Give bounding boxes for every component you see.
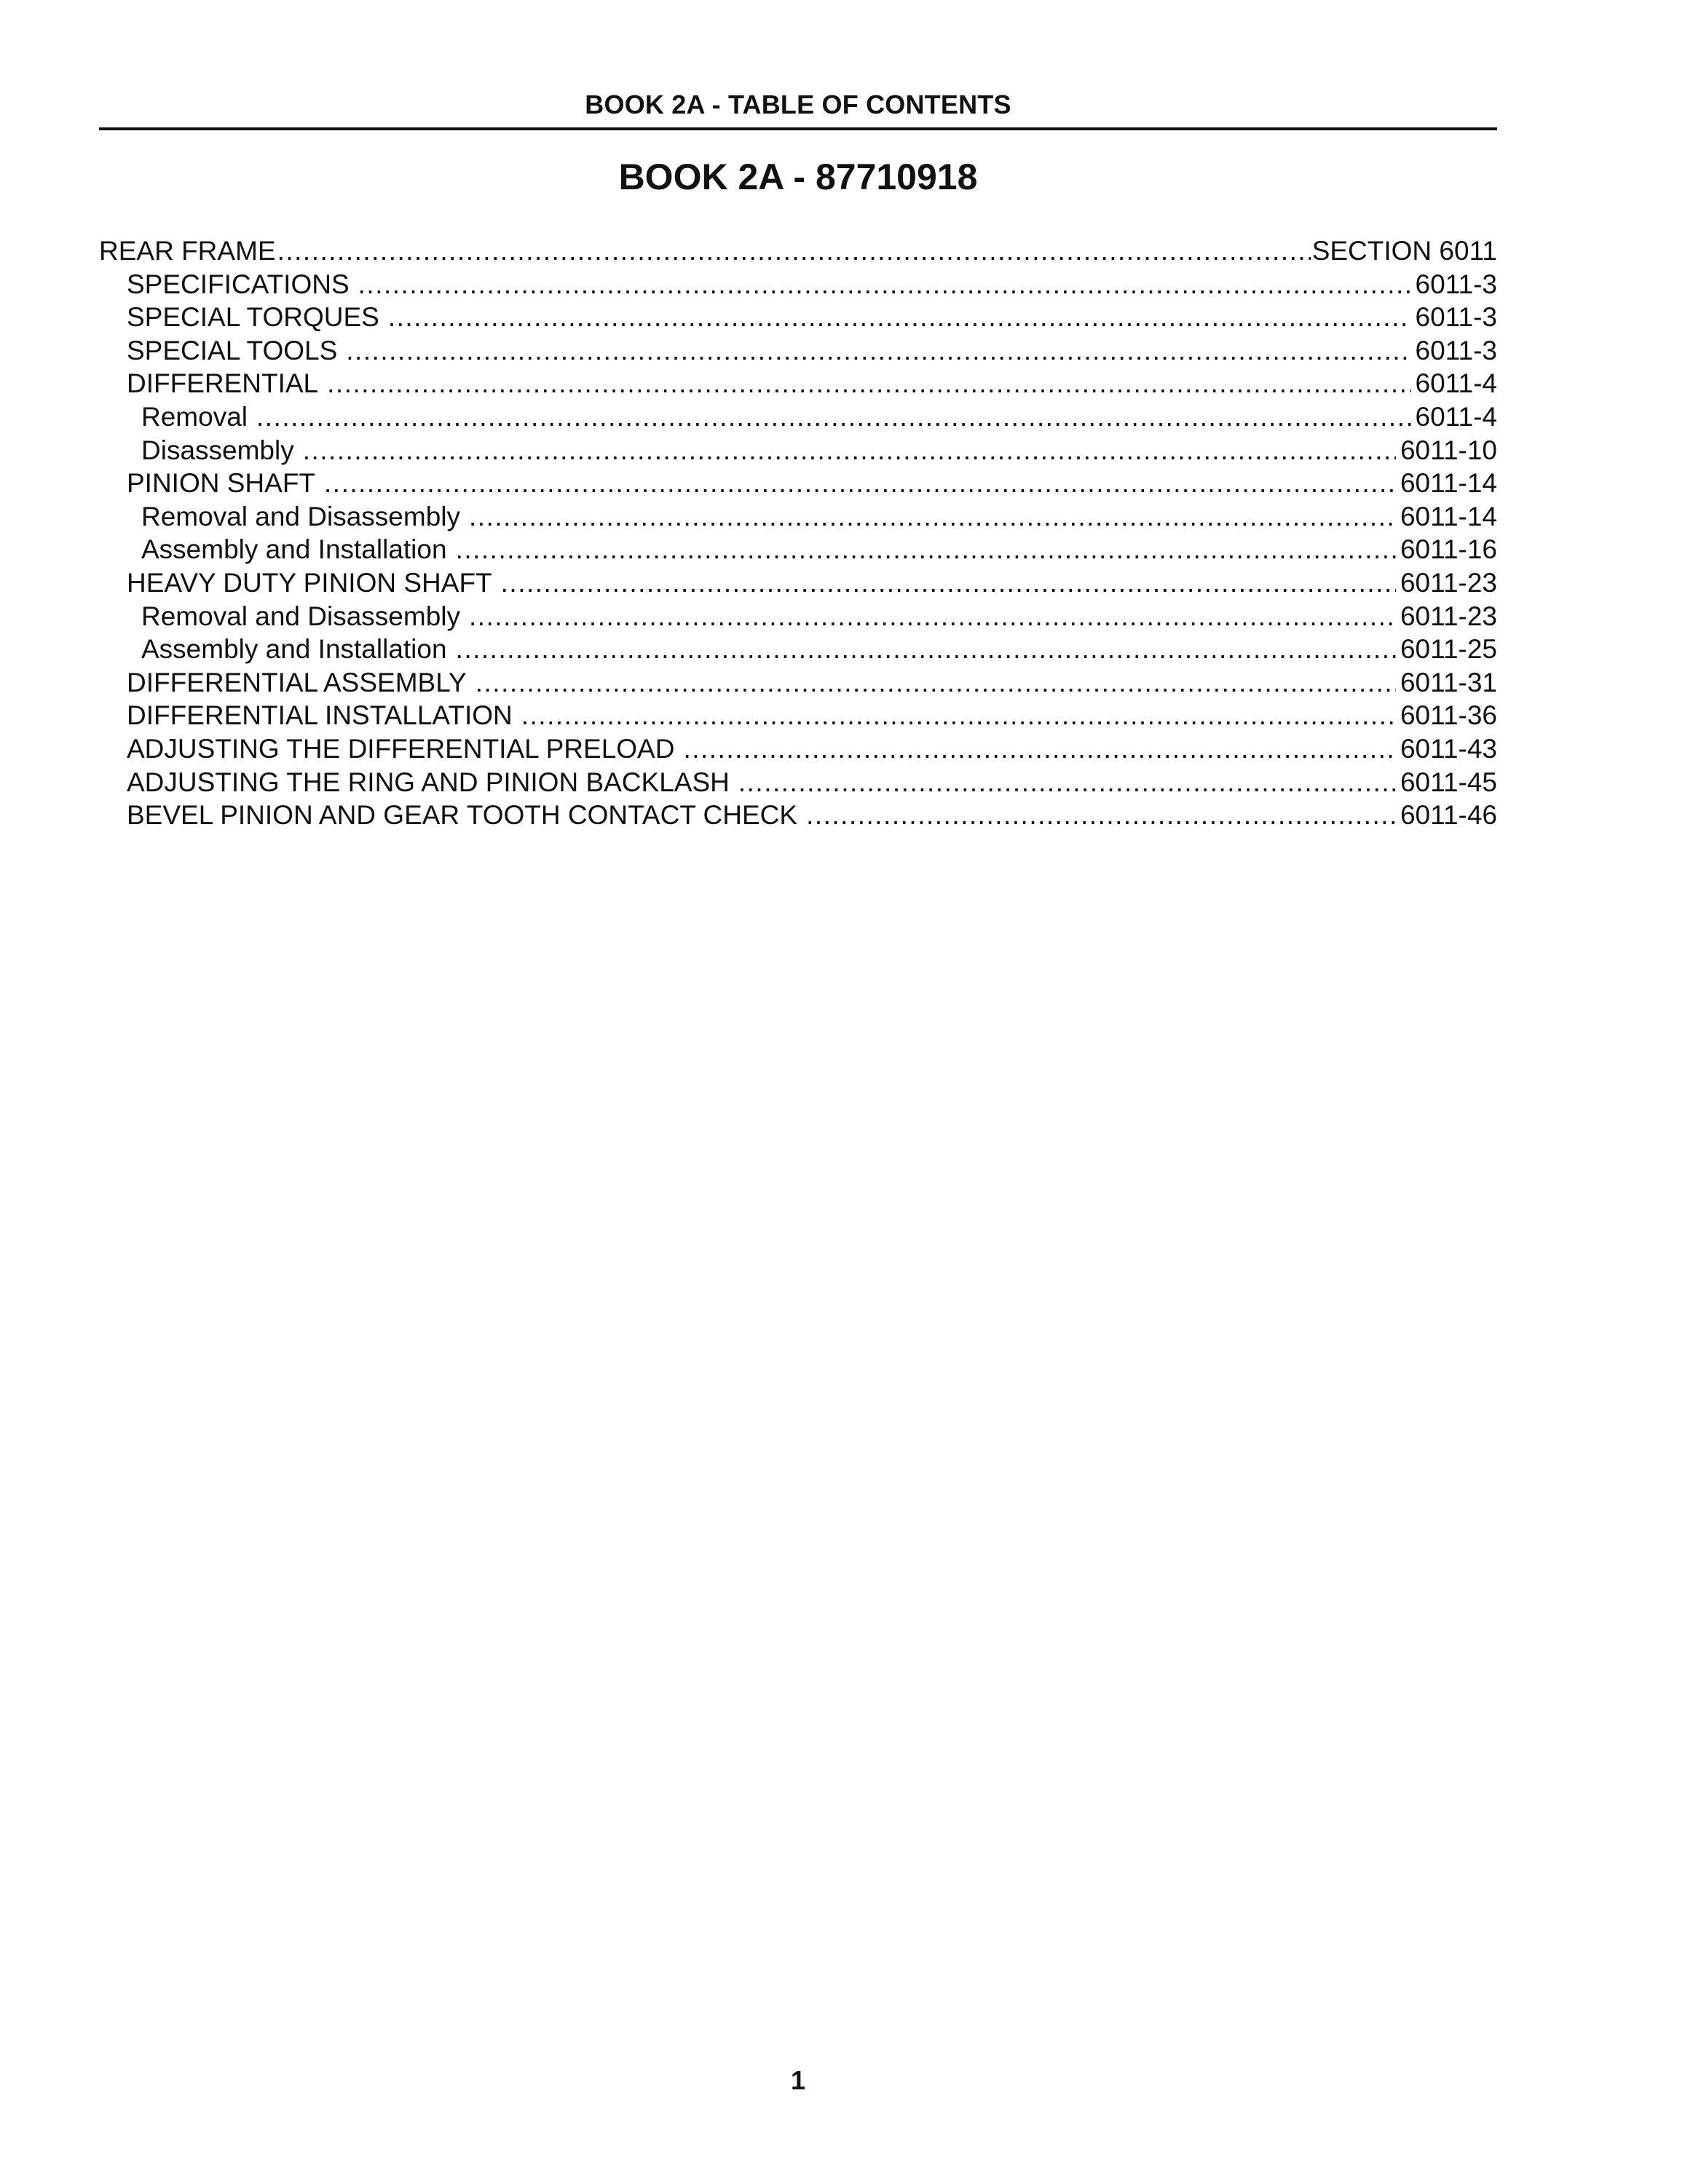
toc-dot-leader — [327, 367, 1410, 400]
toc-entry-label: BEVEL PINION AND GEAR TOOTH CONTACT CHECK — [127, 800, 798, 831]
toc-entry-page: SECTION 6011 — [1311, 236, 1497, 266]
toc-entry-label: ADJUSTING THE RING AND PINION BACKLASH — [127, 767, 730, 797]
toc-entry-label: DIFFERENTIAL INSTALLATION — [127, 700, 513, 731]
toc-dot-leader — [358, 268, 1411, 301]
toc-dot-leader — [683, 732, 1396, 766]
toc-entry-label: Removal — [141, 401, 248, 432]
toc-entry — [99, 500, 1497, 534]
toc-entry-label: REAR FRAME — [99, 236, 276, 266]
toc-entry-label: PINION SHAFT — [127, 468, 316, 499]
toc-dot-leader — [738, 766, 1396, 799]
toc-entry-label: Assembly and Installation — [141, 634, 447, 665]
toc-entry-label: ADJUSTING THE DIFFERENTIAL PRELOAD — [127, 733, 675, 764]
toc-entry — [99, 467, 1497, 500]
toc-entry-page: 6011-4 — [1415, 368, 1497, 399]
toc-entry-page: 6011-14 — [1400, 501, 1497, 531]
toc-dot-leader — [469, 600, 1396, 633]
toc-entry — [99, 633, 1497, 666]
toc-entry-page: 6011-23 — [1400, 601, 1497, 631]
toc-entry-page: 6011-14 — [1400, 468, 1497, 499]
toc-entry — [99, 566, 1497, 600]
toc-dot-leader — [324, 467, 1396, 500]
toc-entry-label: SPECIFICATIONS — [127, 269, 350, 299]
toc-dot-leader — [303, 434, 1396, 467]
toc-dot-leader — [277, 234, 1311, 268]
toc-entry-page: 6011-36 — [1400, 700, 1497, 731]
toc-entry-label: Removal and Disassembly — [141, 501, 461, 531]
page-number: 1 — [790, 2065, 806, 2095]
toc-entry-page: 6011-4 — [1415, 401, 1497, 432]
toc-entry-page: 6011-25 — [1400, 634, 1497, 665]
toc-dot-leader — [475, 666, 1396, 700]
toc-entry-page: 6011-3 — [1415, 302, 1497, 333]
toc-dot-leader — [456, 533, 1396, 566]
toc-entry-page: 6011-46 — [1400, 800, 1497, 831]
toc-entry — [99, 400, 1497, 434]
toc-entry — [99, 732, 1497, 766]
toc-entry — [99, 799, 1497, 832]
toc-dot-leader — [806, 799, 1396, 832]
header-rule — [99, 127, 1497, 130]
toc-entry — [99, 301, 1497, 334]
toc-entry — [99, 766, 1497, 799]
toc-entry-page: 6011-23 — [1400, 567, 1497, 598]
toc-entry-page: 6011-16 — [1400, 534, 1497, 565]
toc-entry-page: 6011-31 — [1400, 667, 1497, 697]
running-header: BOOK 2A - TABLE OF CONTENTS — [585, 90, 1011, 119]
toc-entry-page: 6011-43 — [1400, 733, 1497, 764]
toc-entry-label: Disassembly — [141, 435, 294, 465]
toc-dot-leader — [256, 400, 1411, 434]
toc-dot-leader — [456, 633, 1396, 666]
toc-entry — [99, 666, 1497, 700]
toc-entry — [99, 600, 1497, 633]
toc-entry — [99, 334, 1497, 368]
toc-entry-label: HEAVY DUTY PINION SHAFT — [127, 567, 492, 598]
toc-entry-label: DIFFERENTIAL ASSEMBLY — [127, 667, 467, 697]
toc-entry-page: 6011-10 — [1400, 435, 1497, 465]
toc-entry-page: 6011-3 — [1415, 335, 1497, 365]
toc-dot-leader — [388, 301, 1411, 334]
toc-entry-label: SPECIAL TORQUES — [127, 302, 379, 333]
toc-entry-page: 6011-3 — [1415, 269, 1497, 299]
toc-entry — [99, 699, 1497, 732]
toc-entry-label: SPECIAL TOOLS — [127, 335, 338, 365]
toc-dot-leader — [346, 334, 1410, 368]
toc-entry — [99, 533, 1497, 566]
toc-entry-page: 6011-45 — [1400, 767, 1497, 797]
toc-entry — [99, 434, 1497, 467]
toc-entry-label: Removal and Disassembly — [141, 601, 461, 631]
toc-dot-leader — [469, 500, 1396, 534]
toc-entry-label: DIFFERENTIAL — [127, 368, 319, 399]
book-title: BOOK 2A - 87710918 — [618, 157, 978, 197]
toc-dot-leader — [501, 566, 1396, 600]
toc-entry-label: Assembly and Installation — [141, 534, 447, 565]
table-of-contents — [99, 234, 1497, 832]
toc-entry — [99, 268, 1497, 301]
toc-entry — [99, 234, 1497, 268]
toc-dot-leader — [521, 699, 1396, 732]
toc-entry — [99, 367, 1497, 400]
